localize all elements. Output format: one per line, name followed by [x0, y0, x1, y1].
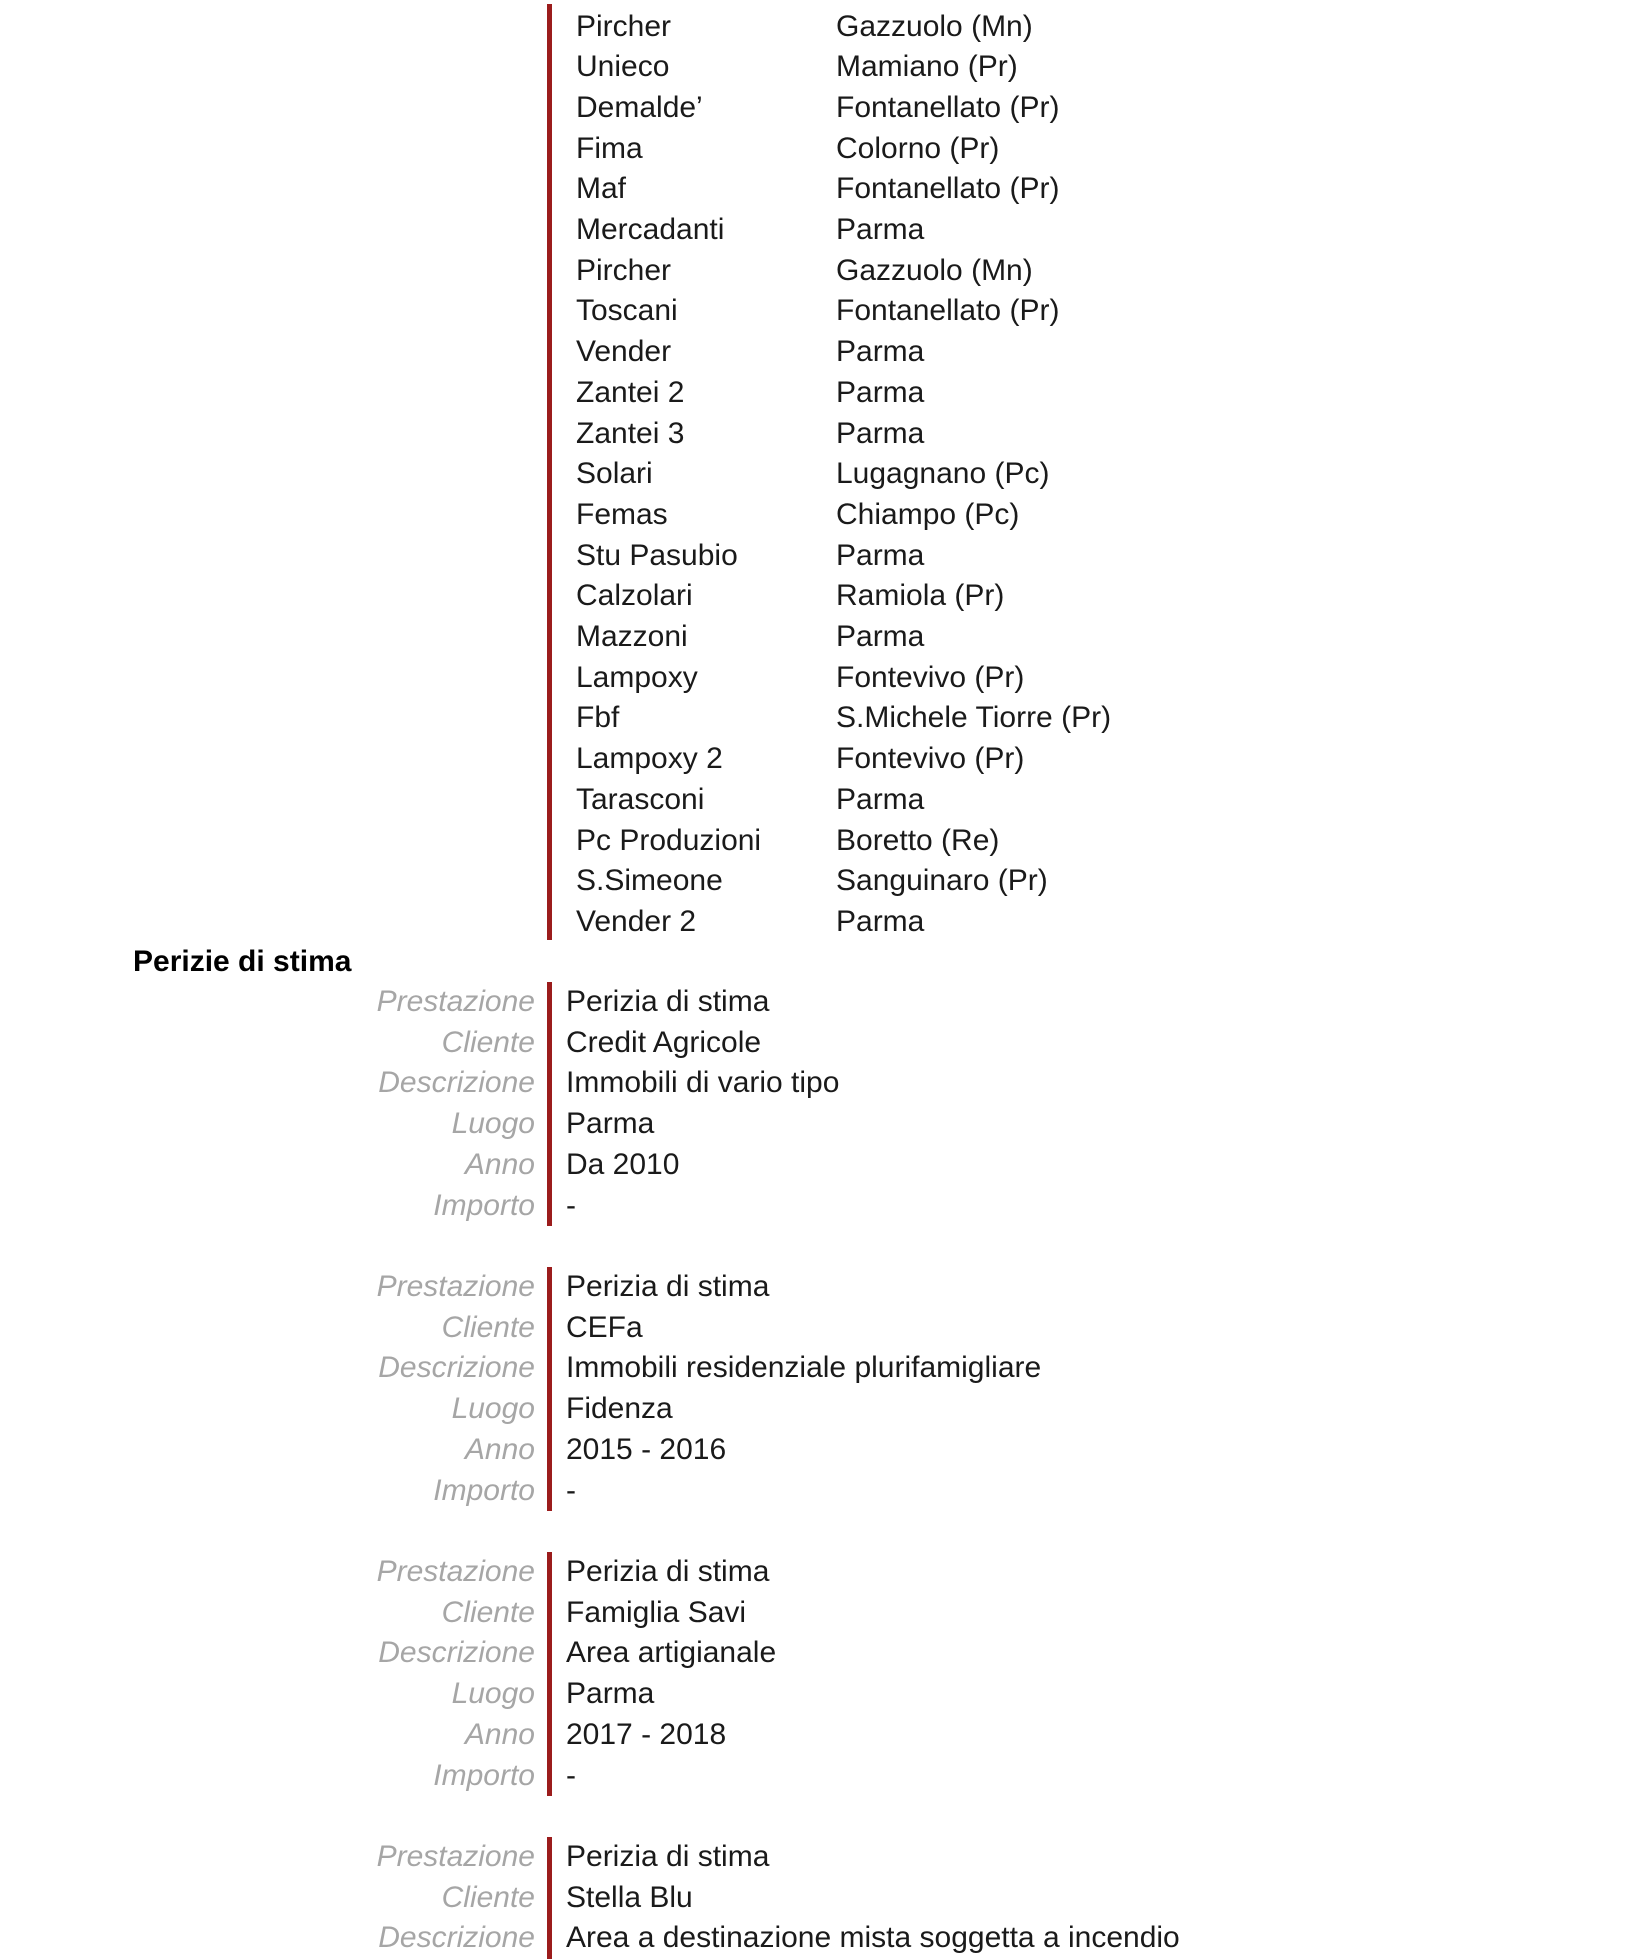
record-field-luogo	[0, 1389, 1645, 1430]
field-value: Immobili di vario tipo	[566, 1066, 840, 1100]
field-value: Area a destinazione mista soggetta a incendio	[566, 1921, 1180, 1955]
list-item-name: Zantei 2	[576, 375, 685, 409]
field-value: Da 2010	[566, 1147, 680, 1181]
list-item-place: Parma	[836, 416, 925, 450]
list-item-place: Gazzuolo (Mn)	[836, 253, 1033, 287]
field-value: Stella Blu	[566, 1880, 693, 1914]
list-item-place: Gazzuolo (Mn)	[836, 9, 1033, 43]
list-item-name: S.Simeone	[576, 864, 723, 898]
list-item-place: Parma	[836, 782, 925, 816]
field-value: Perizia di stima	[566, 1555, 770, 1588]
field-label: Descrizione	[378, 1921, 535, 1955]
list-item-place: Parma	[836, 375, 925, 409]
field-label: Prestazione	[376, 985, 535, 1018]
field-label: Descrizione	[378, 1636, 535, 1670]
record-field-importo	[0, 1756, 1645, 1797]
list-item-place: Fontevivo (Pr)	[836, 742, 1025, 776]
list-item-name: Demalde’	[576, 90, 703, 124]
record-field-prestazione	[0, 1837, 1645, 1878]
list-item-name: Mercadanti	[576, 213, 725, 246]
list-item-name: Pc Produzioni	[576, 823, 762, 857]
field-value: 2015 - 2016	[566, 1432, 727, 1466]
record-field-descrizione	[0, 1348, 1645, 1389]
list-item-name: Maf	[576, 172, 627, 206]
record-field-prestazione	[0, 982, 1645, 1023]
list-item-name: Pircher	[576, 9, 672, 43]
field-value: Perizia di stima	[566, 1270, 770, 1303]
record-field-prestazione	[0, 1552, 1645, 1593]
record-field-cliente	[0, 1593, 1645, 1634]
list-item-place: Boretto (Re)	[836, 823, 1000, 857]
list-item-name: Solari	[576, 457, 653, 491]
field-label: Luogo	[451, 1107, 535, 1141]
record-field-cliente	[0, 1023, 1645, 1064]
list-item-name: Pircher	[576, 253, 672, 287]
section-title: Perizie di stima	[133, 945, 352, 978]
field-value: Parma	[566, 1677, 655, 1711]
list-item-name: Lampoxy 2	[576, 742, 723, 776]
list-item-place: Chiampo (Pc)	[836, 497, 1020, 531]
list-item-place: Fontanellato (Pr)	[836, 90, 1060, 124]
record-field-descrizione	[0, 1063, 1645, 1104]
record-field-cliente	[0, 1878, 1645, 1919]
field-value: CEFa	[566, 1310, 643, 1344]
list-item-place: Mamiano (Pr)	[836, 50, 1018, 84]
list-item-place: Lugagnano (Pc)	[836, 457, 1050, 491]
list-accent-bar	[547, 4, 552, 940]
list-item-place: Colorno (Pr)	[836, 131, 1000, 165]
field-value: -	[566, 1758, 576, 1792]
field-value: Immobili residenziale plurifamigliare	[566, 1351, 1042, 1385]
field-label: Importo	[433, 1473, 535, 1507]
list-item-name: Zantei 3	[576, 416, 685, 450]
record-field-cliente	[0, 1308, 1645, 1349]
list-item-place: Parma	[836, 335, 925, 369]
list-item-name: Vender	[576, 335, 672, 369]
list-item-place: S.Michele Tiorre (Pr)	[836, 701, 1112, 735]
list-item-place: Ramiola (Pr)	[836, 579, 1005, 613]
field-label: Prestazione	[376, 1270, 535, 1303]
list-item-name: Unieco	[576, 50, 670, 84]
list-item-name: Stu Pasubio	[576, 538, 738, 572]
field-label: Importo	[433, 1758, 535, 1792]
field-value: 2017 - 2018	[566, 1717, 727, 1751]
field-value: Fidenza	[566, 1392, 673, 1426]
field-label: Descrizione	[378, 1066, 535, 1100]
record-field-anno	[0, 1430, 1645, 1471]
field-value: Famiglia Savi	[566, 1595, 747, 1629]
field-value: -	[566, 1188, 576, 1222]
field-label: Prestazione	[376, 1840, 535, 1873]
list-item-name: Vender 2	[576, 904, 697, 938]
field-label: Cliente	[441, 1880, 535, 1914]
list-item-place: Fontevivo (Pr)	[836, 660, 1025, 694]
field-label: Cliente	[441, 1595, 535, 1629]
list-item-place: Parma	[836, 213, 925, 246]
field-value: Perizia di stima	[566, 1840, 770, 1873]
field-value: Parma	[566, 1107, 655, 1141]
field-label: Cliente	[441, 1310, 535, 1344]
field-label: Anno	[464, 1432, 535, 1466]
field-label: Anno	[464, 1717, 535, 1751]
list-item-place: Fontanellato (Pr)	[836, 294, 1060, 328]
list-item-name: Mazzoni	[576, 620, 688, 653]
record-field-descrizione	[0, 1633, 1645, 1674]
field-value: Area artigianale	[566, 1636, 777, 1670]
field-label: Prestazione	[376, 1555, 535, 1588]
record-field-importo	[0, 1186, 1645, 1227]
list-item-place: Parma	[836, 538, 925, 572]
record-field-descrizione	[0, 1918, 1645, 1959]
list-item-name: Lampoxy	[576, 660, 698, 694]
list-item-place: Fontanellato (Pr)	[836, 172, 1060, 206]
list-item-name: Fbf	[576, 701, 620, 735]
field-value: Credit Agricole	[566, 1025, 762, 1059]
list-item-name: Tarasconi	[576, 782, 705, 816]
field-value: Perizia di stima	[566, 985, 770, 1018]
record-field-importo	[0, 1471, 1645, 1512]
record-field-luogo	[0, 1104, 1645, 1145]
field-label: Importo	[433, 1188, 535, 1222]
field-label: Luogo	[451, 1392, 535, 1426]
list-item-name: Femas	[576, 497, 668, 531]
list-item-place: Parma	[836, 904, 925, 938]
record-field-anno	[0, 1715, 1645, 1756]
record-field-luogo	[0, 1674, 1645, 1715]
field-value: -	[566, 1473, 576, 1507]
field-label: Luogo	[451, 1677, 535, 1711]
field-label: Descrizione	[378, 1351, 535, 1385]
list-item-name: Toscani	[576, 294, 678, 328]
record-field-prestazione	[0, 1267, 1645, 1308]
field-label: Cliente	[441, 1025, 535, 1059]
list-item-place: Sanguinaro (Pr)	[836, 864, 1048, 898]
field-label: Anno	[464, 1147, 535, 1181]
list-item-name: Fima	[576, 131, 643, 165]
list-item-place: Parma	[836, 620, 925, 653]
list-item-name: Calzolari	[576, 579, 693, 613]
record-field-anno	[0, 1145, 1645, 1186]
